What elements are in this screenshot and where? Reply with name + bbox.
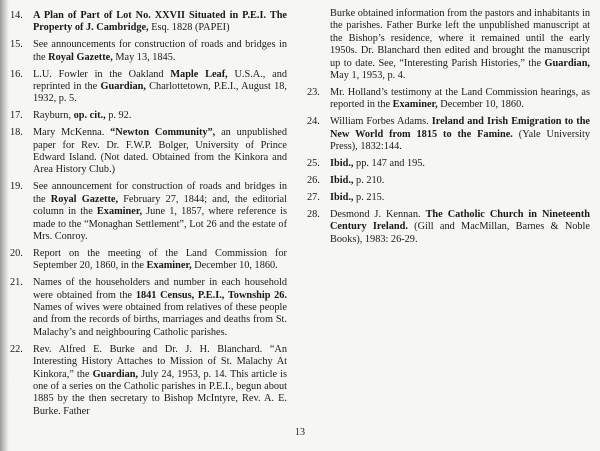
endnote-number: 27.	[307, 191, 320, 203]
endnote-number: 21.	[10, 277, 23, 289]
page-number: 13	[295, 427, 305, 438]
endnote-text-segment: p. 215.	[353, 191, 385, 203]
endnote-number: 26.	[307, 174, 320, 186]
endnote-number: 28.	[307, 208, 320, 220]
endnote-text-segment: L.U. Fowler in the Oakland	[33, 68, 171, 80]
endnote	[307, 8, 590, 82]
endnote-text-segment: William Forbes Adams.	[330, 116, 432, 128]
endnote-bold-title: Ireland and Irish Emigration to the New World from 1815 to the Famine.	[330, 116, 590, 140]
endnote	[307, 192, 590, 204]
endnote-bold-title: Examiner,	[392, 99, 438, 111]
endnote-text-segment: Report on the meeting of the Land Commission for September 20, 1860, in the	[33, 247, 287, 272]
endnote-text-segment: July 24, 1953, p. 14. This article is one of a series on the Catholic parishes in P.E.I., begun about 1885 by the then secretary to Bishop McIntyre, Rev. A. E. Burke. Father	[33, 368, 287, 417]
endnote-text-segment: December 10, 1860.	[437, 99, 524, 111]
endnote-text-segment: Charlottetown, P.E.I., August 18, 1932, p. 5.	[33, 81, 288, 105]
endnote-text	[33, 69, 287, 106]
endnote	[10, 277, 287, 339]
endnote-number: 18.	[10, 127, 23, 139]
endnote-bold-title: Examiner,	[96, 206, 143, 218]
endnote-text-segment: U.S.A., and reprinted in the	[33, 68, 287, 93]
endnote-number: 14.	[10, 10, 23, 21]
endnote-text	[33, 127, 287, 177]
endnote-text-segment: Mr. Holland’s testimony at the Land Commission hearings, as reported in the	[330, 86, 590, 111]
endnotes-right-column	[307, 8, 590, 250]
endnote-text-segment: Burke obtained information from the pastors and inhabitants in the parishes. Father Burke left the unpublished manuscript at the Bishop’s residence, where it remained until the early 1950s. Dr. Blanchard then edited and brought the manuscript up to date. See, “Interesting Parish Histories,” the	[330, 8, 590, 69]
endnote	[10, 69, 287, 106]
endnote-number: 15.	[10, 39, 23, 51]
endnote	[10, 181, 287, 243]
endnote-bold-title: Guardian,	[92, 368, 139, 380]
endnote-number: 24.	[307, 116, 320, 128]
endnote-text-segment: May 13, 1845.	[112, 51, 176, 63]
endnote-bold-title: A Plan of Part of Lot No. XXVII Situated in P.E.I. The Property of J. Cambridge,	[33, 10, 287, 34]
endnote-text	[330, 158, 590, 170]
endnote-bold-title: The Catholic Church in Nineteenth Century Ireland.	[330, 208, 590, 233]
endnote	[10, 39, 287, 64]
endnote-bold-title: Guardian,	[544, 57, 590, 69]
endnote-text	[33, 39, 287, 64]
endnote-text-segment: (Gill and MacMillan, Barnes & Noble Books), 1983: 26-29.	[330, 221, 590, 245]
endnote-bold-title: 1841 Census, P.E.I., Township 26.	[135, 289, 287, 301]
endnote	[307, 87, 590, 112]
endnote-text	[330, 192, 590, 204]
endnote-text-segment: May 1, 1953, p. 4.	[330, 70, 406, 82]
endnote-text-segment: June 1, 1857, where reference is made to the “Monaghan Settlement”, Lot 26 and the estate of Mrs. Conroy.	[33, 206, 287, 242]
endnote-text	[33, 181, 287, 243]
endnote-number: 17.	[10, 110, 23, 122]
endnote-text-segment: p. 92.	[105, 110, 132, 122]
endnote-number: 23.	[307, 86, 320, 98]
endnote	[10, 10, 287, 35]
endnote	[307, 175, 590, 187]
endnote-text-segment: Esq. 1828 (PAPEI)	[148, 22, 230, 34]
endnote-text-segment: (Yale University Press), 1832:144.	[330, 128, 590, 153]
endnote-text-segment: Desmond J. Kennan.	[330, 208, 426, 220]
endnote-number: 19.	[10, 181, 23, 193]
endnote-text	[33, 344, 287, 418]
endnote	[10, 344, 287, 418]
endnote-text-segment: See announcement for construction of roads and bridges in the	[33, 181, 287, 205]
endnote	[307, 116, 590, 153]
endnote-text-segment: an unpublished paper for Rev. Dr. F.W.P. Bolger, University of Prince Edward Island. (Not dated. Obtained from the Kinkora and Area History Club.)	[33, 127, 287, 176]
endnotes-left-column	[10, 10, 287, 423]
endnote-bold-title: Ibid.,	[330, 174, 354, 186]
endnote-bold-title: “Newton Community”,	[110, 127, 216, 139]
endnote-text	[330, 175, 590, 187]
endnote-text-segment: Names of wives were obtained from relatives of these people and from the records of births, marriages and deaths from St. Malachy’s and neighbouring Catholic parishes.	[33, 302, 287, 338]
endnote	[307, 158, 590, 170]
endnote	[10, 127, 287, 177]
endnote-bold-title: Maple Leaf,	[170, 68, 228, 80]
book-spine-shadow	[0, 0, 9, 451]
endnote-bold-title: Guardian,	[100, 81, 146, 93]
endnote-text-segment: Names of the householders and number in each household were obtained from the	[33, 277, 287, 301]
endnote-text-segment: December 10, 1860.	[191, 260, 278, 272]
endnote-text-segment: Rayburn,	[33, 110, 74, 122]
endnote-text-segment: See announcements for construction of roads and bridges in the	[33, 39, 287, 63]
endnote	[10, 248, 287, 273]
endnote-number: 16.	[10, 68, 23, 80]
endnote-number: 20.	[10, 247, 23, 259]
endnote-text	[330, 209, 590, 246]
endnote-text-segment: February 27, 1844; and, the editorial column in the	[33, 193, 287, 218]
endnote-text-segment: pp. 147 and 195.	[353, 157, 425, 169]
endnote-text-segment: p. 210.	[353, 174, 385, 186]
endnote-bold-title: Royal Gazette,	[48, 51, 113, 63]
endnote-bold-title: Ibid.,	[330, 157, 354, 169]
endnote-text-segment: Mary McKenna.	[33, 127, 111, 139]
endnote-text	[33, 277, 287, 339]
endnote-text	[330, 87, 590, 112]
endnote-text	[33, 248, 287, 273]
endnote	[307, 209, 590, 246]
endnote	[10, 110, 287, 122]
endnote-text	[330, 116, 590, 153]
endnote-bold-title: Examiner,	[146, 260, 192, 272]
endnote-text	[33, 110, 287, 122]
endnote-bold-title: op. cit.,	[73, 110, 106, 122]
endnote-text	[307, 8, 590, 82]
endnote-text-segment: Rev. Alfred E. Burke and Dr. J. H. Blanchard. “An Interesting History Attaches to Mission of St. Malachy At Kinkora,” the	[33, 343, 287, 380]
endnote-number: 25.	[307, 157, 320, 169]
endnote-number: 22.	[10, 343, 23, 355]
endnote-bold-title: Ibid.,	[330, 191, 354, 203]
endnote-text	[33, 10, 287, 35]
endnote-bold-title: Royal Gazette,	[50, 193, 119, 205]
